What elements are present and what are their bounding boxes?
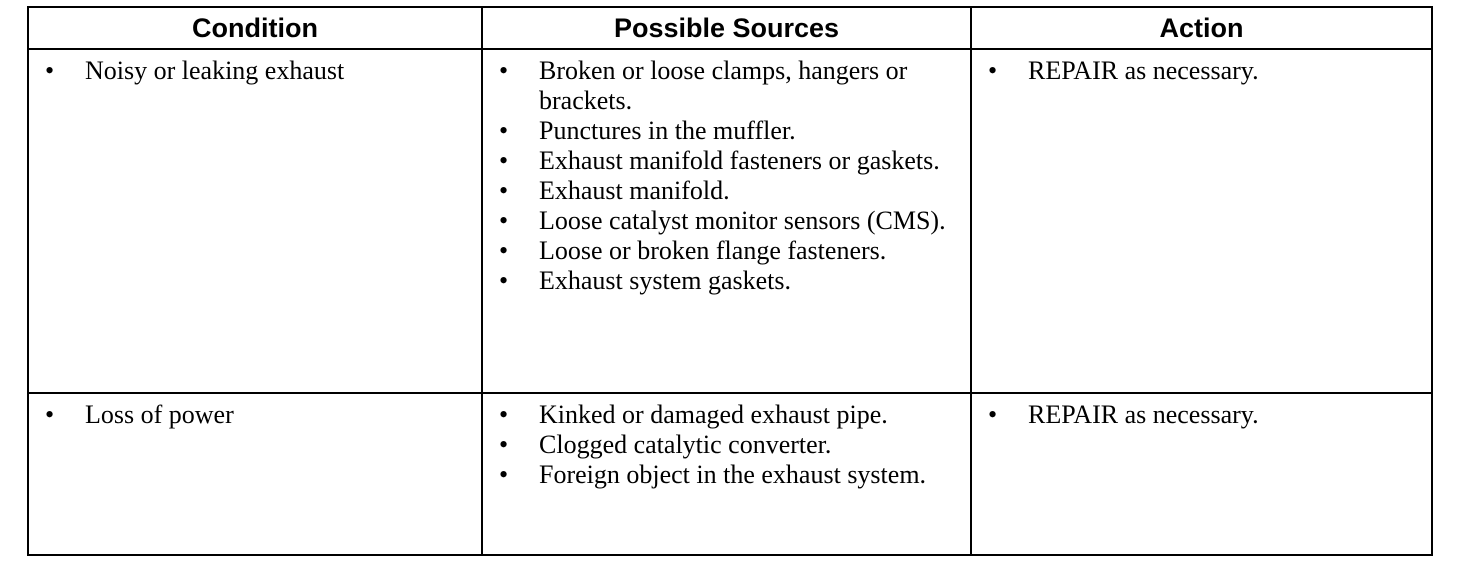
header-action: Action [971,7,1432,49]
list-item [483,430,960,460]
list-item [483,146,960,176]
source-text: Broken or loose clamps, hangers or brackets. [539,56,908,115]
action-text: REPAIR as necessary. [1028,400,1259,429]
bullet-icon: • [499,460,509,489]
sources-cell [482,393,971,555]
list-item [972,400,1421,430]
list-item [483,400,960,430]
bullet-icon: • [499,206,509,235]
source-text: Loose or broken flange fasteners. [539,236,887,265]
source-text: Foreign object in the exhaust system. [539,460,927,489]
bullet-icon: • [988,400,998,429]
condition-text: Loss of power [85,400,234,429]
list-item [972,56,1421,86]
list-item [29,400,471,430]
list-item [483,116,960,146]
condition-text: Noisy or leaking exhaust [85,56,345,85]
bullet-icon: • [988,56,998,85]
source-text: Loose catalyst monitor sensors (CMS). [539,206,946,235]
list-item [483,176,960,206]
bullet-icon: • [45,56,55,85]
source-text: Kinked or damaged exhaust pipe. [539,400,888,429]
list-item [29,56,471,86]
source-text: Exhaust manifold. [539,176,730,205]
bullet-icon: • [499,176,509,205]
table-row [28,49,1432,393]
bullet-icon: • [45,400,55,429]
header-possible-sources: Possible Sources [482,7,971,49]
list-item [483,460,960,490]
source-text: Punctures in the muffler. [539,116,796,145]
bullet-icon: • [499,56,509,85]
bullet-icon: • [499,116,509,145]
list-item [483,206,960,236]
bullet-icon: • [499,430,509,459]
header-condition: Condition [28,7,482,49]
bullet-icon: • [499,400,509,429]
symptom-chart-table [27,6,1433,556]
source-text: Exhaust system gaskets. [539,266,792,295]
table-row [28,393,1432,555]
sources-cell [482,49,971,393]
list-item [483,236,960,266]
bullet-icon: • [499,266,509,295]
bullet-icon: • [499,146,509,175]
action-text: REPAIR as necessary. [1028,56,1259,85]
list-item [483,266,960,296]
condition-cell [28,393,482,555]
action-cell [971,49,1432,393]
source-text: Clogged catalytic converter. [539,430,832,459]
source-text: Exhaust manifold fasteners or gaskets. [539,146,940,175]
header-row [28,7,1432,49]
condition-cell [28,49,482,393]
bullet-icon: • [499,236,509,265]
list-item [483,56,960,116]
action-cell [971,393,1432,555]
